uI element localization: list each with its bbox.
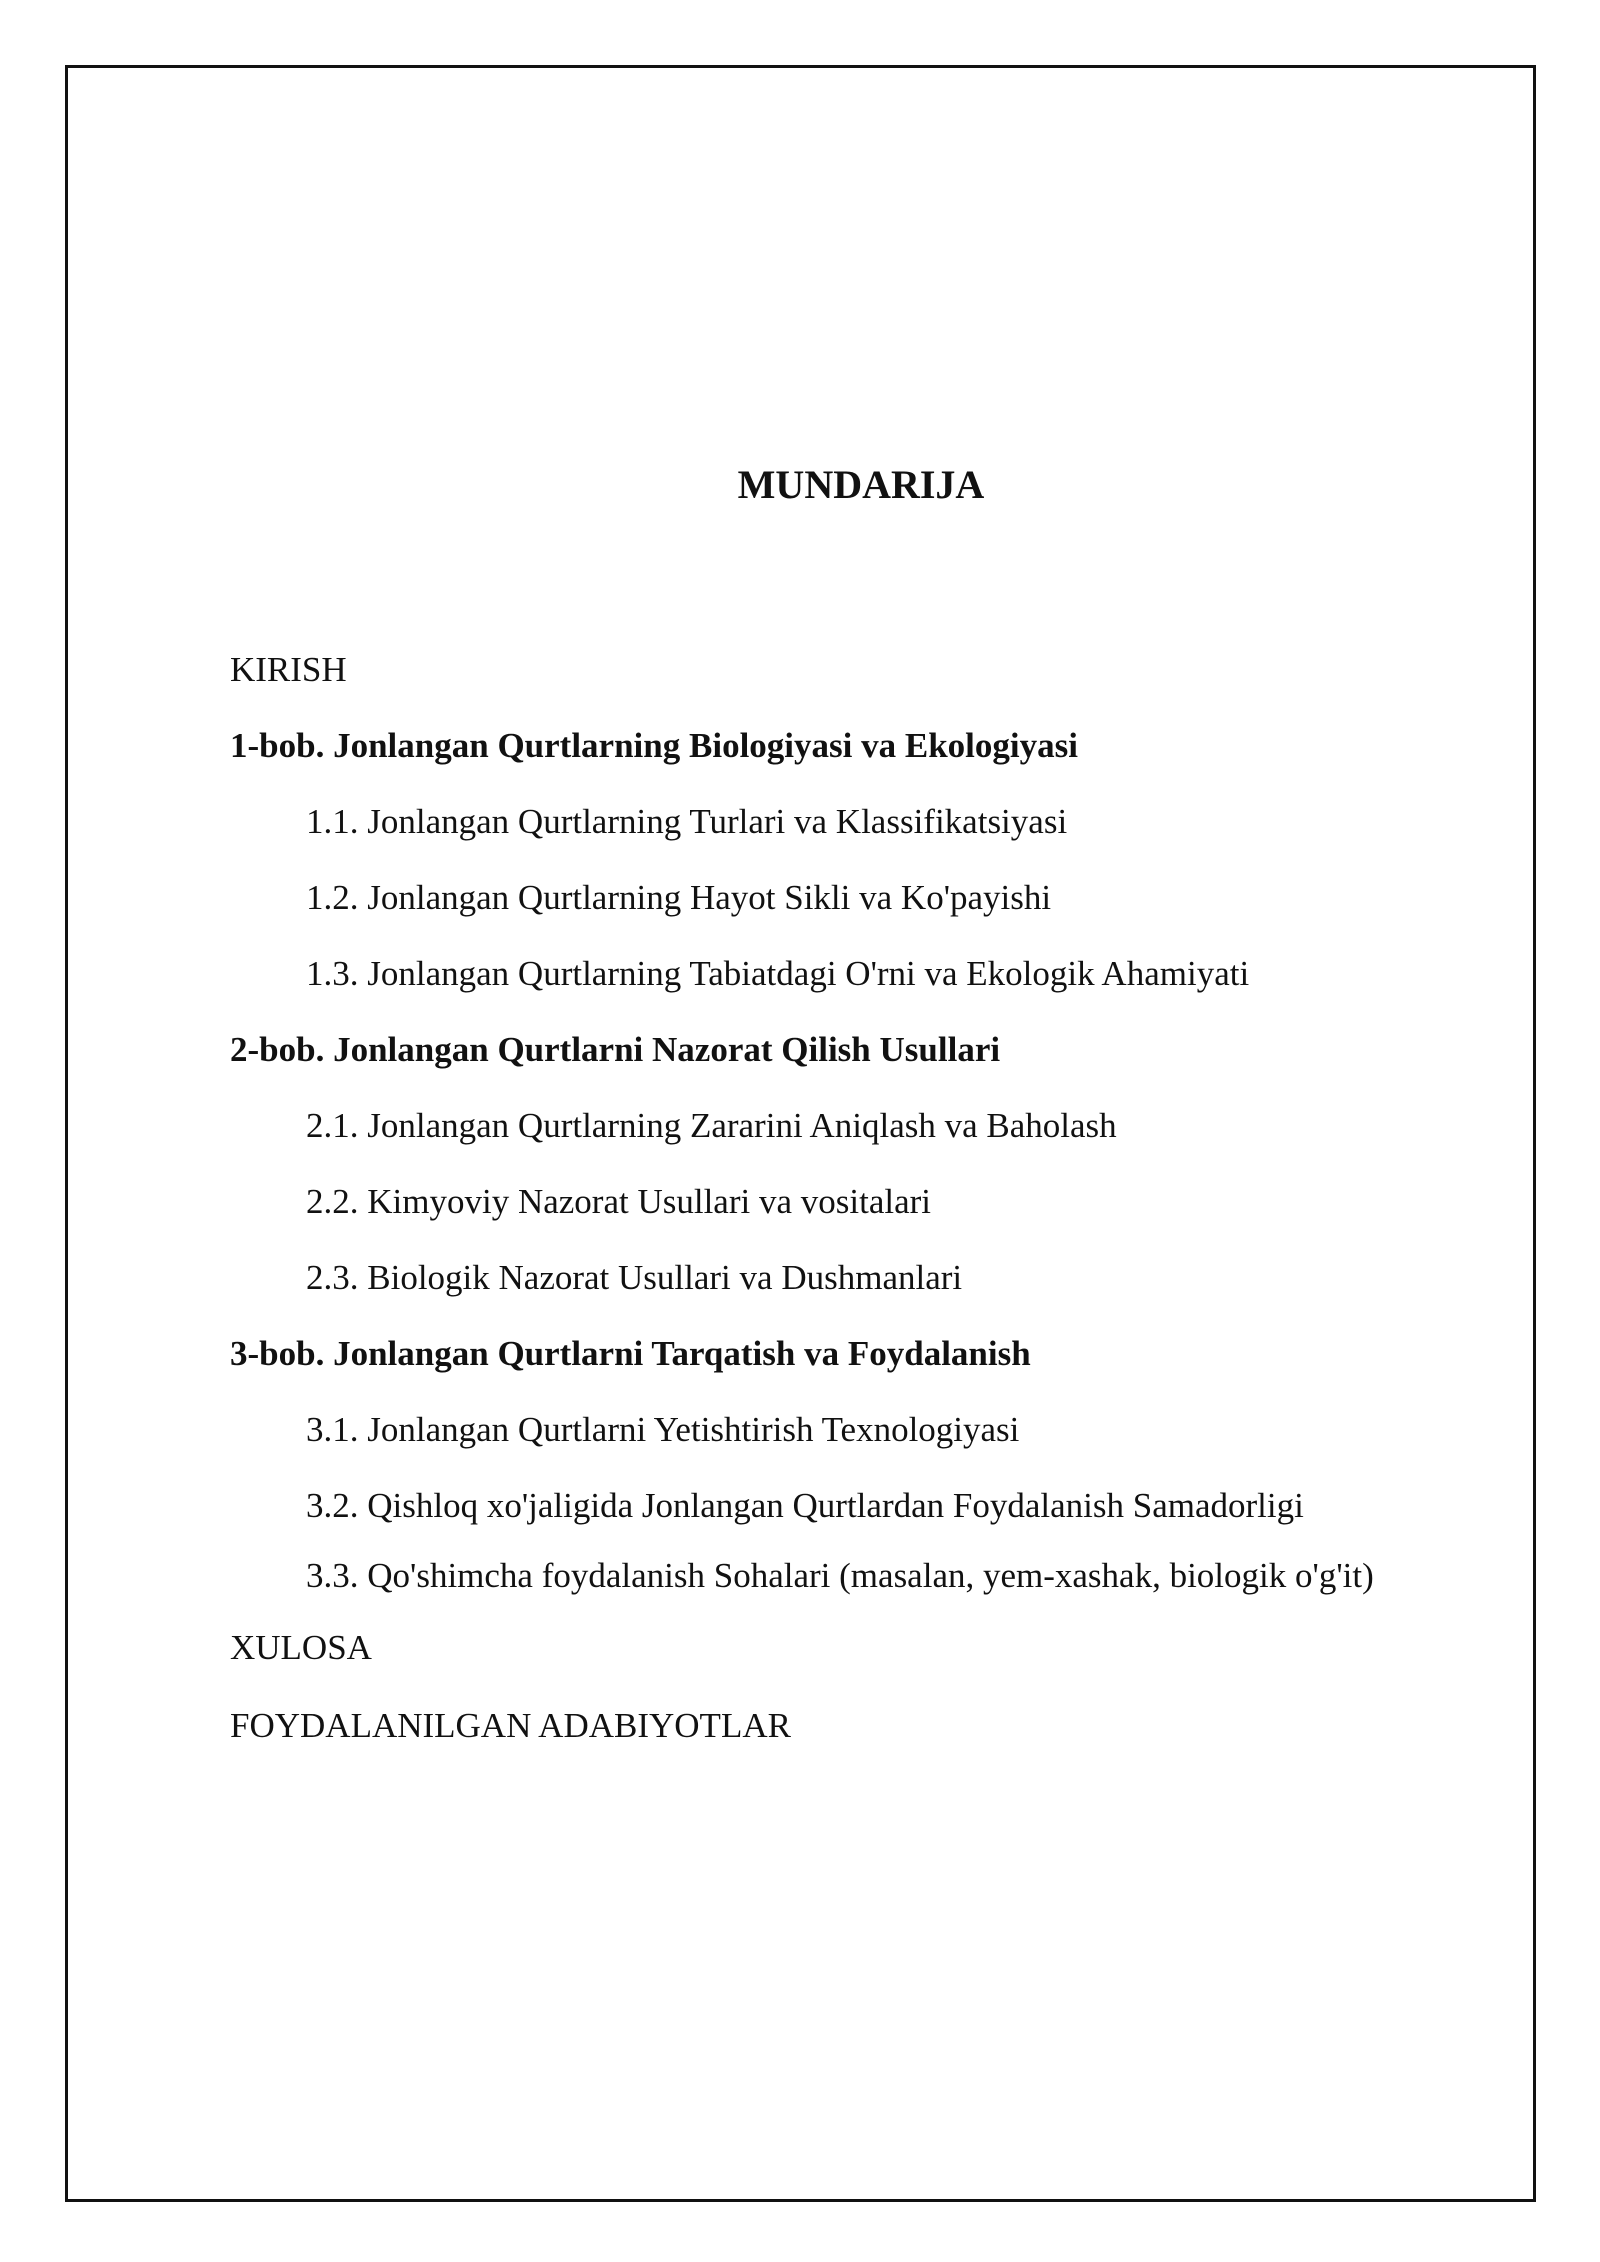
toc-subsection-3-2: 3.2. Qishloq xo'jaligida Jonlangan Qurtlardan Foydalanish Samadorligi: [306, 1486, 1304, 1525]
toc-subsection-3-1: 3.1. Jonlangan Qurtlarni Yetishtirish Texnologiyasi: [306, 1410, 1020, 1449]
toc-chapter-1: 1-bob. Jonlangan Qurtlarning Biologiyasi va Ekologiyasi: [230, 726, 1078, 765]
page-title: MUNDARIJA: [737, 462, 985, 507]
toc-entry-introduction: KIRISH: [230, 650, 347, 689]
table-of-contents: [230, 632, 1520, 1764]
toc-entry-references: FOYDALANILGAN ADABIYOTLAR: [230, 1706, 791, 1745]
toc-subsection-2-1: 2.1. Jonlangan Qurtlarning Zararini Aniqlash va Baholash: [306, 1106, 1117, 1145]
toc-subsection-2-3: 2.3. Biologik Nazorat Usullari va Dushmanlari: [306, 1258, 963, 1297]
toc-entry-conclusion: XULOSA: [230, 1628, 372, 1667]
toc-subsection-2-2: 2.2. Kimyoviy Nazorat Usullari va vositalari: [306, 1182, 931, 1221]
toc-subsection-1-1: 1.1. Jonlangan Qurtlarning Turlari va Klassifikatsiyasi: [306, 802, 1068, 841]
toc-subsection-3-3: 3.3. Qo'shimcha foydalanish Sohalari (masalan, yem-xashak, biologik o'g'it): [306, 1556, 1374, 1595]
toc-subsection-1-3: 1.3. Jonlangan Qurtlarning Tabiatdagi O'rni va Ekologik Ahamiyati: [306, 954, 1250, 993]
toc-chapter-3: 3-bob. Jonlangan Qurtlarni Tarqatish va Foydalanish: [230, 1334, 1031, 1373]
toc-chapter-2: 2-bob. Jonlangan Qurtlarni Nazorat Qilish Usullari: [230, 1030, 1001, 1069]
toc-subsection-1-2: 1.2. Jonlangan Qurtlarning Hayot Sikli va Ko'payishi: [306, 878, 1052, 917]
